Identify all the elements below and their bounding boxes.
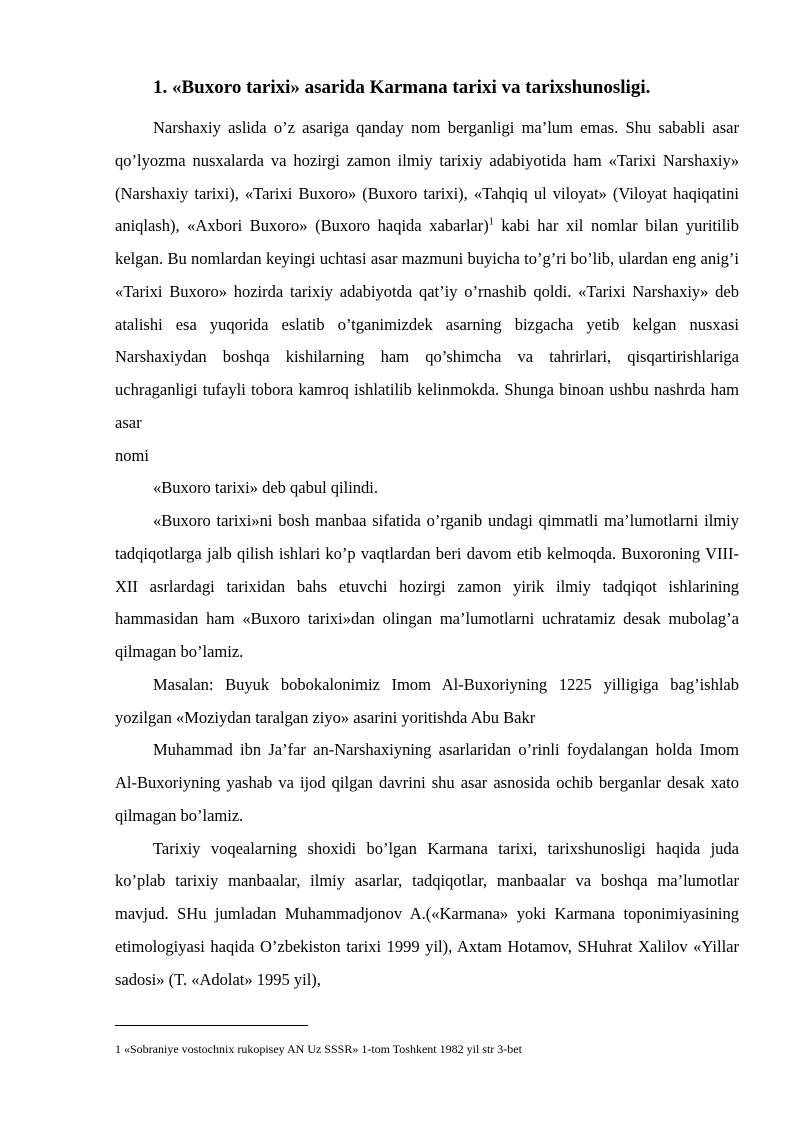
footnote: 1 «Sobraniye vostochnix rukopisey AN Uz SSSR» 1-tom Toshkent 1982 yil str 3-bet — [115, 1042, 522, 1056]
paragraph-example: Masalan: Buyuk bobokalonimiz Imom Al-Buxoriyning 1225 yilligiga bag’ishlab yozilgan «Moziydan taralgan ziyo» asarini yoritishda Abu Bakr — [115, 674, 739, 727]
body-text — [115, 112, 739, 996]
paragraph-research: «Buxoro tarixi»ni bosh manbaa sifatida o’rganib undagi qimmatli ma’lumotlarni ilmiy tadqiqotlarga jalb qilish ishlari ko’p vaqtlardan beri davom etib kelmoqda. Buxoroning VIII-XII asrlardagi tarixidan bahs etuvchi hozirgi zamon yirik ilmiy tadqiqot ishlarining hammasidan ham «Buxoro tarixi»dan olingan ma’lumotlarni uchratamiz desak mubolag’a qilmagan bo’lamiz. — [115, 511, 739, 661]
paragraph-name-adopted: «Buxoro tarixi» deb qabul qilindi. — [153, 478, 379, 498]
paragraph-text: kabi har xil nomlar bilan yuritilib kelgan. Bu nomlardan keyingi uchtasi asar mazmuni buyicha to’g’ri bo’lib, ulardan eng anig’i «Tarixi Buxoro» hozirda tarixiy adabiyotda qat’iy o’rnashib qoldi. «Tarixi Narshaxiy» deb atalishi esa yuqorida eslatib o’tganimizdek asarning bizgacha yetib kelgan nusxasi Narshaxiydan boshqa kishilarning ham qo’shimcha va tahrirlari, qisqartirishlariga uchraganligi tufayli tobora kamroq ishlatilib kelinmokda. Shunga binoan ushbu nashrda ham asar — [115, 216, 739, 432]
footnote-divider — [115, 1025, 308, 1026]
section-heading: 1. «Buxoro tarixi» asarida Karmana tarixi va tarixshunosligi. — [153, 77, 651, 98]
paragraph-narshaxiy-title — [115, 112, 739, 440]
footnote-reference: 1 — [488, 216, 494, 228]
paragraph-karmana-history: Tarixiy voqealarning shoxidi bo’lgan Karmana tarixi, tarixshunosligi haqida juda ko’plab tarixiy manbaalar, ilmiy asarlar, tadqiqotlar, manbaalar va boshqa ma’lumotlar mavjud. SHu jumladan Muhammadjonov A.(«Karmana» yoki Karmana toponimiyasining etimologiyasi haqida O’zbekiston tarixi 1999 yil), Axtam Hotamov, SHuhrat Xalilov «Yillar sadosi» (T. «Adolat» 1995 yil), — [115, 838, 739, 989]
paragraph-continuation: nomi — [115, 445, 149, 465]
paragraph-text: Narshaxiy aslida o’z asariga qanday nom berganligi ma’lum emas. Shu sababli asar qo’lyozma nusxalarda va hozirgi zamon ilmiy tarixiy adabiyotida ham «Tarixi Narshaxiy» (Narshaxiy tarixi), «Tarixi Buxoro» (Buxoro tarixi), «Tahqiq ul viloyat» (Viloyat haqiqatini aniqlash), «Axbori Buxoro» (Buxoro haqida xabarlar) — [115, 118, 739, 236]
paragraph-narshaxiy-works: Muhammad ibn Ja’far an-Narshaxiyning asarlaridan o’rinli foydalangan holda Imom Al-Buxoriyning yashab va ijod qilgan davrini shu asar asnosida ochib berganlar desak xato qilmagan bo’lamiz. — [115, 740, 739, 825]
